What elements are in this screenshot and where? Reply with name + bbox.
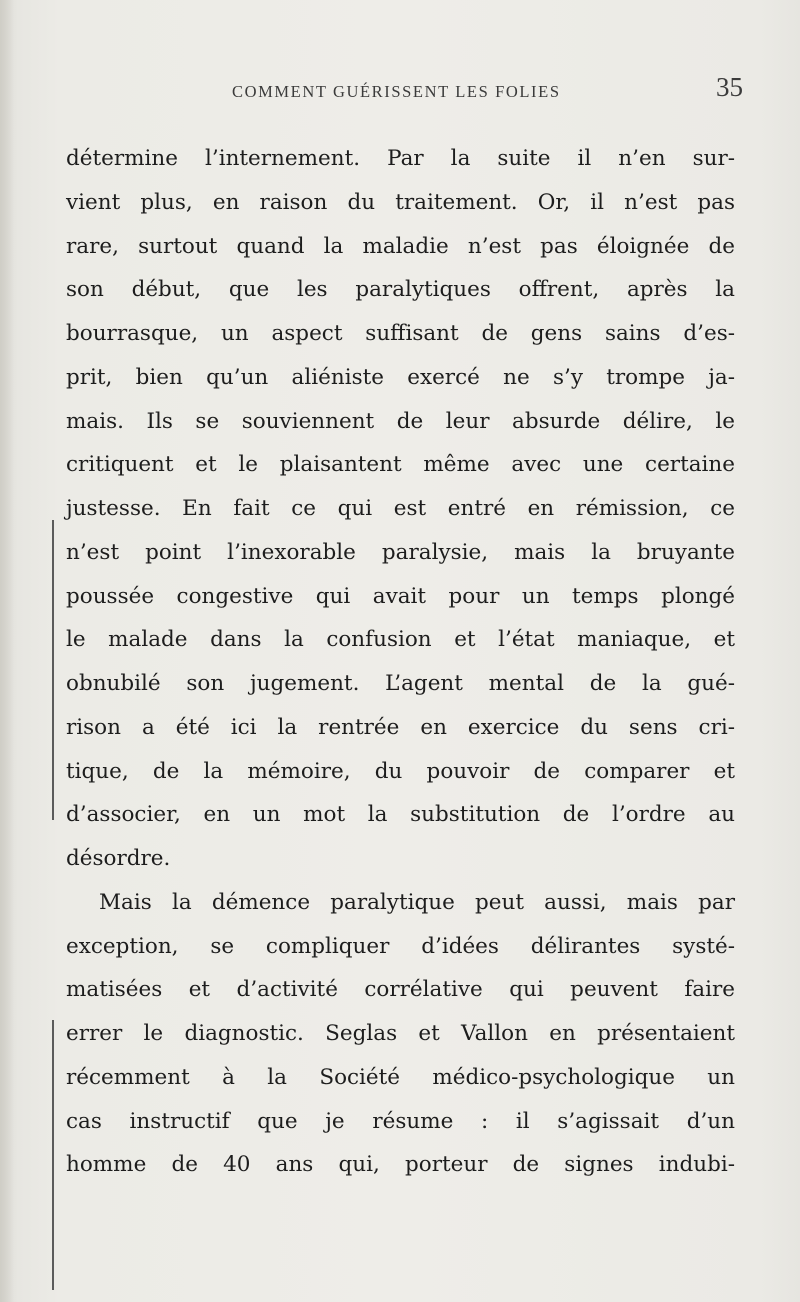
text-line: bourrasque, un aspect suffisant de gens sains d’es- <box>66 321 735 346</box>
text-line: n’est point l’inexorable paralysie, mais la bruyante <box>66 539 735 565</box>
text-line: prit, bien qu’un aliéniste exercé ne s’y trompe ja- <box>66 364 735 390</box>
text-line: errer le diagnostic. Seglas et Vallon en présentaient <box>66 1021 735 1046</box>
text-line: son début, que les paralytiques offrent, après la <box>66 277 735 303</box>
text-line: poussée congestive qui avait pour un temps plongé <box>66 583 735 609</box>
text-line: le malade dans la confusion et l’état maniaque, et <box>66 627 735 653</box>
text-line: homme de 40 ans qui, porteur de signes indubi- <box>66 1152 735 1178</box>
text-line: tique, de la mémoire, du pouvoir de comparer et <box>66 758 735 784</box>
text-line: obnubilé son jugement. L’agent mental de la gué- <box>66 671 735 696</box>
text-line: détermine l’internement. Par la suite il n’en sur- <box>66 146 735 171</box>
text-line: critiquent et le plaisantent même avec une certaine <box>66 452 735 478</box>
text-line: d’associer, en un mot la substitution de l’ordre au <box>66 802 735 828</box>
page-number: 35 <box>716 72 743 102</box>
margin-mark <box>52 520 54 820</box>
text-line: rison a été ici la rentrée en exercice du sens cri- <box>66 714 735 740</box>
text-line: matisées et d’activité corrélative qui peuvent faire <box>66 977 735 1003</box>
running-header: COMMENT GUÉRISSENT LES FOLIES <box>232 82 561 101</box>
text-line: justesse. En fait ce qui est entré en rémission, ce <box>66 496 735 521</box>
paragraph-start-line: Mais la démence paralytique peut aussi, mais par <box>99 889 735 915</box>
spine-shadow <box>0 0 14 1302</box>
margin-mark <box>52 1020 54 1290</box>
text-line: exception, se compliquer d’idées délirantes systé- <box>66 933 735 959</box>
text-line: cas instructif que je résume : il s’agissait d’un <box>66 1108 735 1134</box>
text-line: mais. Ils se souviennent de leur absurde délire, le <box>66 408 735 434</box>
body-text <box>66 137 735 1187</box>
text-line: vient plus, en raison du traitement. Or, il n’est pas <box>66 189 735 215</box>
text-line: rare, surtout quand la maladie n’est pas éloignée de <box>66 233 735 259</box>
text-line: récemment à la Société médico-psychologique un <box>66 1064 735 1090</box>
paragraph-end-line: désordre. <box>66 846 171 871</box>
